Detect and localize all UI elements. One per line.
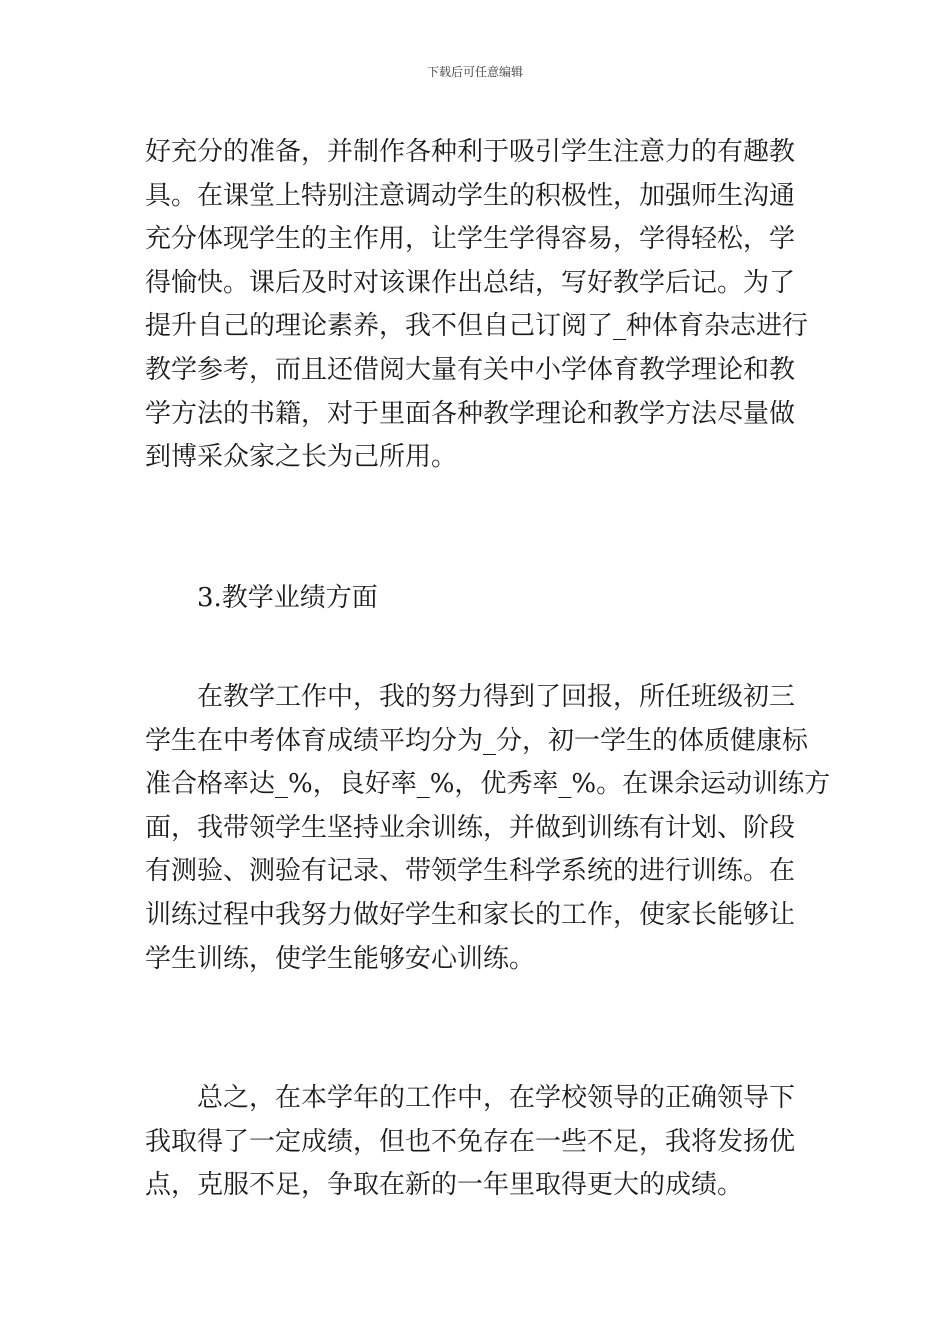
paragraph-conclusion [145,1077,810,1208]
text-line: 学方法的书籍，对于里面各种教学理论和教学方法尽量做 [145,398,796,429]
text-line: 面，我带领学生坚持业余训练，并做到训练有计划、阶段 [145,812,796,843]
text-line: 得愉快。课后及时对该课作出总结，写好教学后记。为了 [145,267,796,298]
text-line: 总之，在本学年的工作中，在学校领导的正确领导下 [145,1083,796,1113]
text-line: 学生在中考体育成绩平均分为_分，初一学生的体质健康标 [145,725,809,756]
text-line: 我取得了一定成绩，但也不免存在一些不足，我将发扬优 [145,1126,796,1157]
text-line: 有测验、测验有记录、带领学生科学系统的进行训练。在 [145,856,796,887]
paragraph-teaching-results [145,676,831,981]
text-line: 在教学工作中，我的努力得到了回报，所任班级初三 [145,682,796,712]
text-line: 到博采众家之长为己所用。 [145,442,458,473]
text-line: 好充分的准备，并制作各种利于吸引学生注意力的有趣教 [145,137,796,167]
text-line: 具。在课堂上特别注意调动学生的积极性，加强师生沟通 [145,180,796,211]
text-line: 充分体现学生的主作用，让学生学得容易，学得轻松，学 [145,224,796,255]
text-line: 学生训练，使学生能够安心训练。 [145,943,536,974]
section-heading-text: 3.教学业绩方面 [145,583,378,613]
text-line: 教学参考，而且还借阅大量有关中小学体育教学理论和教 [145,354,796,385]
text-line: 提升自己的理论素养，我不但自己订阅了_种体育杂志进行 [145,311,809,342]
section-heading [145,577,810,621]
text-line: 点，克服不足，争取在新的一年里取得更大的成绩。 [145,1170,744,1201]
page-header: 下载后可任意编辑 [426,65,523,79]
text-line: 准合格率达_%，良好率_%，优秀率_%。在课余运动训练方 [145,769,831,800]
paragraph-teaching-preparation [145,131,810,480]
text-line: 训练过程中我努力做好学生和家长的工作，使家长能够让 [145,899,796,930]
